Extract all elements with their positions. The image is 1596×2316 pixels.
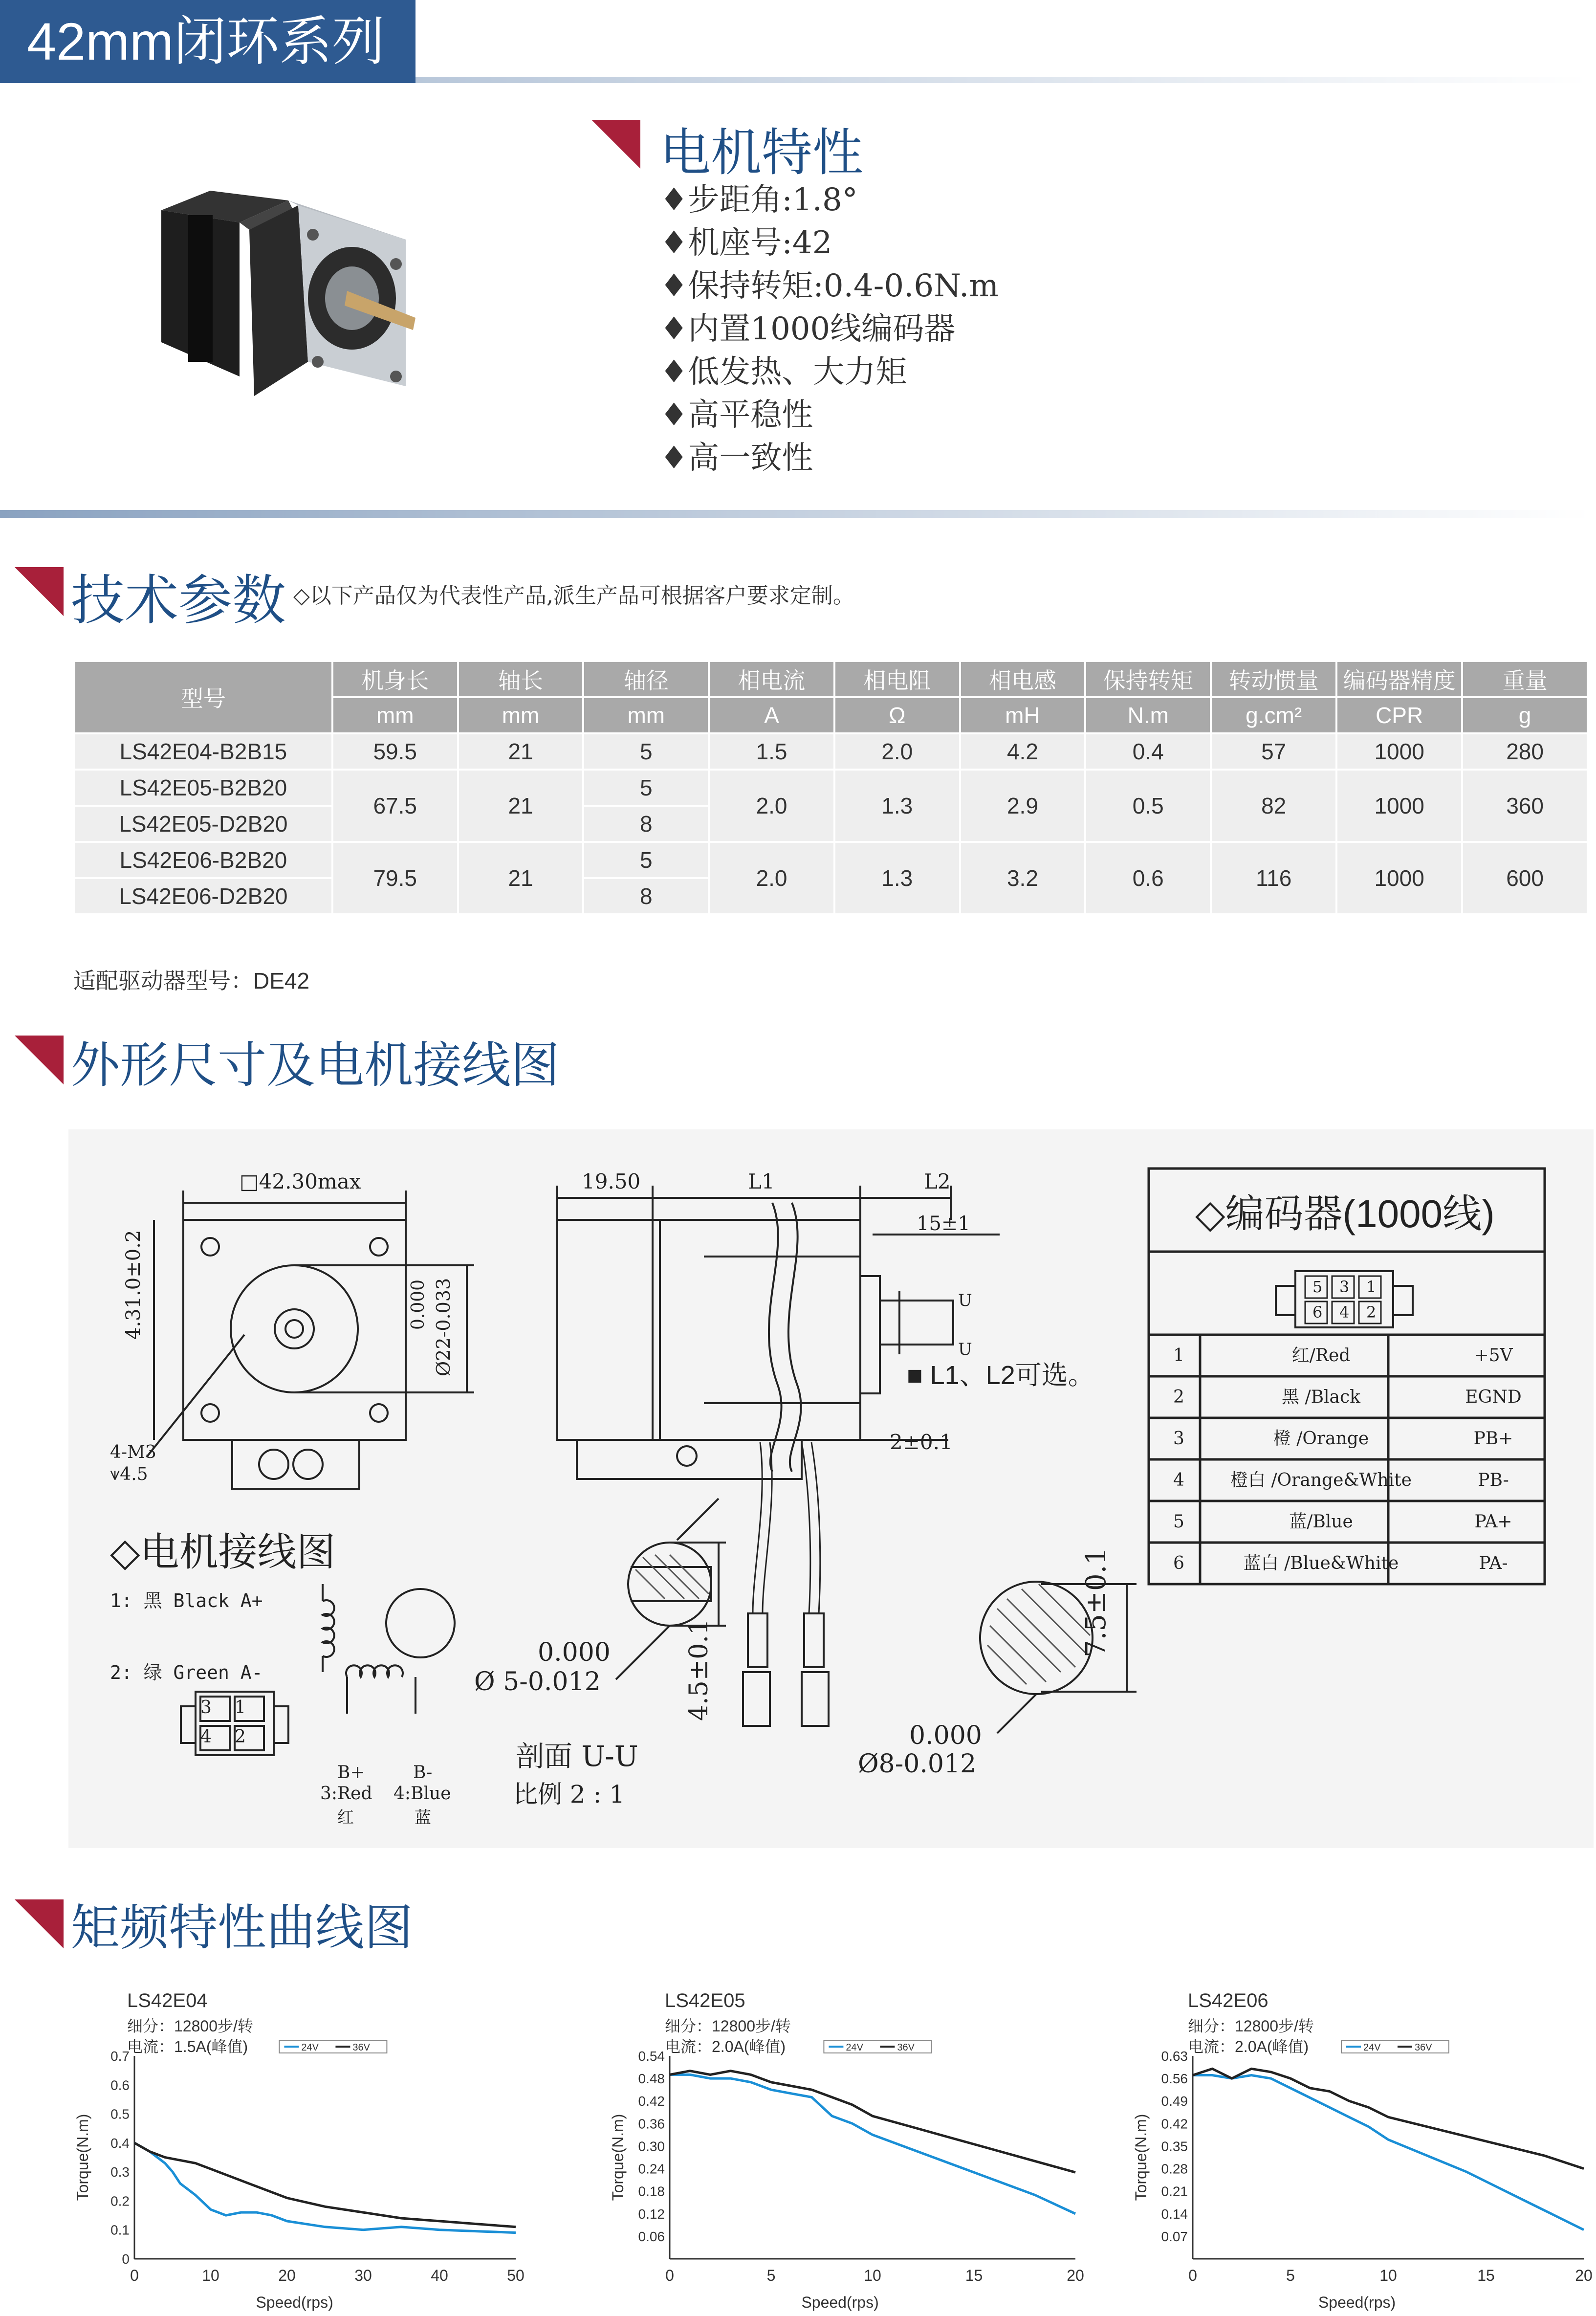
encoder-pin: 6 [1312, 1303, 1323, 1322]
gap-label: 2±0.1 [890, 1430, 953, 1454]
x-tick-label: 5 [766, 2267, 776, 2284]
cell: 8 [583, 878, 709, 914]
section-marker [15, 1899, 64, 1948]
series-line-24V [134, 2143, 516, 2233]
y-tick-label: 0.63 [1161, 2049, 1188, 2064]
section-marker [15, 567, 64, 616]
u-top-label: U [958, 1291, 972, 1310]
wire-color: 蓝/Blue [1289, 1512, 1353, 1532]
chart-subtitle: 细分：12800步/转 [665, 2017, 791, 2035]
cell: 280 [1462, 733, 1588, 770]
y-axis-label: Torque(N.m) [74, 2114, 91, 2201]
x-tick-label: 20 [278, 2267, 296, 2284]
y-tick-label: 0.48 [638, 2071, 665, 2087]
curves-heading: 矩频特性曲线图 [71, 1899, 413, 1956]
y-tick-label: 0.28 [1161, 2161, 1188, 2177]
cell: 0.4 [1085, 733, 1211, 770]
x-tick-label: 20 [1067, 2267, 1084, 2284]
unit: g.cm² [1211, 697, 1336, 733]
cell: 4.2 [960, 733, 1086, 770]
encoder-row [1149, 1543, 1545, 1584]
red-cn-label: 红 [337, 1809, 354, 1827]
unit: mm [458, 697, 584, 733]
x-tick-label: 15 [1477, 2267, 1495, 2284]
feature-item: ♦步距角:1.8° [660, 182, 858, 218]
tech-heading: 技术参数 [71, 569, 286, 632]
feature-item: ♦内置1000线编码器 [660, 311, 956, 347]
y-tick-label: 0.30 [638, 2139, 665, 2154]
front-width-label: □42.30max [240, 1169, 361, 1193]
divider [0, 510, 1589, 518]
section-tol-top: 0.000 [538, 1638, 611, 1667]
y-tick-label: 0.24 [638, 2161, 665, 2177]
x-tick-label: 40 [431, 2267, 448, 2284]
col-header: 转动惯量 [1211, 661, 1336, 697]
cell: 600 [1462, 842, 1588, 914]
y-tick-label: 0.18 [638, 2184, 665, 2199]
x-tick-label: 0 [665, 2267, 674, 2284]
series-line-36V [670, 2071, 1075, 2173]
wiring-pin: 3 [200, 1698, 212, 1718]
encoder-row [1149, 1376, 1545, 1418]
encoder-row [1149, 1335, 1545, 1376]
x-axis-label: Speed(rps) [1318, 2294, 1396, 2311]
chart-subtitle: 细分：12800步/转 [127, 2017, 253, 2035]
x-tick-label: 5 [1286, 2267, 1295, 2284]
unit: mm [583, 697, 709, 733]
y-tick-label: 0.54 [638, 2049, 665, 2064]
feature-list [660, 178, 999, 480]
feature-item: ♦高平稳性 [660, 397, 813, 433]
cell: 2.0 [834, 733, 960, 770]
cell: 3.2 [960, 842, 1086, 914]
y-tick-label: 0.35 [1161, 2139, 1188, 2154]
y-tick-label: 0 [122, 2251, 130, 2267]
table-row [74, 842, 1588, 878]
cell: 1.3 [834, 770, 960, 842]
section-title: 剖面 U-U [516, 1740, 638, 1773]
encoder-pin: 1 [1366, 1278, 1377, 1296]
chart-title: LS42E05 [665, 1990, 745, 2011]
features-heading: 电机特性 [660, 123, 864, 182]
wiring-pin: 2 [235, 1727, 246, 1747]
section2-tol: Ø8-0.012 [858, 1749, 977, 1779]
unit: g [1462, 697, 1588, 733]
wiring-pin: 4 [200, 1727, 212, 1747]
section-marker [591, 120, 640, 169]
y-tick-label: 0.2 [110, 2193, 130, 2209]
signal: PA- [1479, 1553, 1508, 1573]
cell: 21 [458, 842, 584, 914]
section2-tol-top: 0.000 [909, 1721, 982, 1750]
wire-color: 蓝白 /Blue&White [1243, 1553, 1399, 1573]
feature-item: ♦机座号:42 [660, 225, 832, 261]
series-line-24V [1193, 2075, 1584, 2230]
y-tick-label: 0.42 [638, 2094, 665, 2109]
y-tick-label: 0.3 [110, 2164, 130, 2180]
cell: 79.5 [332, 842, 458, 914]
x-tick-label: 10 [864, 2267, 881, 2284]
pin-no: 4 [1173, 1470, 1184, 1490]
wiring-line-2: 2: 绿 Green A- [110, 1662, 263, 1683]
u-bot-label: U [958, 1340, 972, 1359]
x-tick-label: 10 [202, 2267, 219, 2284]
blue-label: 4:Blue [394, 1784, 451, 1804]
wire-color: 红/Red [1291, 1345, 1351, 1366]
x-tick-label: 0 [130, 2267, 139, 2284]
driver-note: 适配驱动器型号：DE42 [73, 968, 310, 993]
y-tick-label: 0.42 [1161, 2116, 1188, 2132]
side-d3: L2 [924, 1169, 951, 1193]
series-line-36V [1193, 2069, 1584, 2168]
x-tick-label: 0 [1188, 2267, 1197, 2284]
feature-item: ♦低发热、大力矩 [660, 354, 907, 390]
encoder-row [1149, 1501, 1545, 1543]
torque-chart-ls42e05 [601, 1987, 1090, 2314]
y-tick-label: 0.36 [638, 2116, 665, 2132]
signal: PB+ [1473, 1429, 1513, 1449]
chart-subtitle: 电流：2.0A(峰值) [1188, 2038, 1309, 2055]
page-banner: 42mm闭环系列 [0, 0, 415, 83]
side-d1: 19.50 [582, 1169, 641, 1193]
chart-title: LS42E06 [1188, 1990, 1268, 2011]
cell: 0.6 [1085, 842, 1211, 914]
wiring-title: ◇电机接线图 [110, 1530, 336, 1574]
cell: 21 [458, 770, 584, 842]
wire-color: 橙白 /Orange&White [1230, 1470, 1412, 1490]
chart-subtitle: 细分：12800步/转 [1188, 2017, 1314, 2035]
wiring-line-1: 1: 黑 Black A+ [110, 1590, 263, 1611]
wire-color: 黑 /Black [1282, 1387, 1360, 1407]
y-tick-label: 0.7 [110, 2049, 130, 2064]
col-header: 轴径 [583, 661, 709, 697]
cell: 59.5 [332, 733, 458, 770]
wire-color: 橙 /Orange [1273, 1429, 1369, 1449]
y-tick-label: 0.6 [110, 2077, 130, 2093]
section-tol: Ø 5-0.012 [474, 1667, 601, 1697]
cell: 0.5 [1085, 770, 1211, 842]
legend-label: 36V [897, 2042, 915, 2053]
unit: mm [332, 697, 458, 733]
cell: 2.9 [960, 770, 1086, 842]
chart-3 [1124, 1987, 1596, 2314]
tech-note: ◇以下产品仅为代表性产品,派生产品可根据客户要求定制。 [293, 583, 854, 608]
y-tick-label: 0.49 [1161, 2094, 1188, 2109]
section-height: 4.5±0.1 [684, 1619, 714, 1721]
unit: mH [960, 697, 1086, 733]
encoder-pin: 4 [1339, 1303, 1350, 1322]
legend-label: 36V [1415, 2042, 1432, 2053]
chart-1 [64, 1987, 528, 2314]
col-header: 轴长 [458, 661, 584, 697]
encoder-title: ◇编码器(1000线) [1195, 1192, 1495, 1235]
chart-title: LS42E04 [127, 1990, 208, 2011]
signal: EGND [1465, 1387, 1522, 1407]
x-tick-label: 10 [1379, 2267, 1397, 2284]
red-label: 3:Red [320, 1784, 372, 1804]
cell: LS42E06-D2B20 [74, 878, 332, 914]
encoder-pin: 5 [1312, 1278, 1323, 1296]
y-tick-label: 0.1 [110, 2222, 130, 2238]
chart-2 [601, 1987, 1090, 2314]
col-header: 机身长 [332, 661, 458, 697]
y-tick-label: 0.56 [1161, 2071, 1188, 2087]
x-tick-label: 30 [354, 2267, 372, 2284]
torque-chart-ls42e04 [64, 1987, 528, 2314]
cell: LS42E04-B2B15 [74, 733, 332, 770]
unit: N.m [1085, 697, 1211, 733]
encoder-row [1149, 1459, 1545, 1501]
x-axis-label: Speed(rps) [801, 2294, 879, 2311]
table-row [74, 770, 1588, 806]
col-header: 编码器精度 [1336, 661, 1462, 697]
front-bolt-label: 4.31.0±0.2 [122, 1230, 145, 1340]
cell: 5 [583, 770, 709, 806]
series-line-24V [670, 2074, 1075, 2213]
col-header: 相电感 [960, 661, 1086, 697]
table-row [74, 733, 1588, 770]
cell: 1.5 [709, 733, 834, 770]
cell: LS42E05-B2B20 [74, 770, 332, 806]
dims-heading: 外形尺寸及电机接线图 [71, 1037, 560, 1094]
b-plus-label: B+ [337, 1763, 365, 1783]
b-minus-label: B- [413, 1763, 433, 1783]
legend-label: 24V [846, 2042, 863, 2053]
side-d4: 15±1 [917, 1213, 970, 1235]
cell: 360 [1462, 770, 1588, 842]
y-tick-label: 0.12 [638, 2206, 665, 2222]
cell: 2.0 [709, 842, 834, 914]
unit: Ω [834, 697, 960, 733]
cell: 57 [1211, 733, 1336, 770]
motor-photo [152, 181, 425, 416]
signal: PB- [1478, 1470, 1509, 1490]
side-d2: L1 [748, 1169, 775, 1193]
pin-no: 3 [1173, 1429, 1184, 1449]
cell: 21 [458, 733, 584, 770]
hole-label: 4-M3 [110, 1442, 156, 1462]
cell: 1000 [1336, 842, 1462, 914]
y-tick-label: 0.06 [638, 2228, 665, 2244]
y-tick-label: 0.5 [110, 2106, 130, 2122]
chart-subtitle: 电流：2.0A(峰值) [665, 2038, 786, 2055]
cell: 1000 [1336, 770, 1462, 842]
signal: +5V [1474, 1345, 1513, 1366]
signal: PA+ [1474, 1512, 1512, 1532]
col-header: 保持转矩 [1085, 661, 1211, 697]
feature-item: ♦保持转矩:0.4-0.6N.m [660, 268, 999, 304]
series-line-36V [134, 2143, 516, 2227]
encoder-row [1149, 1418, 1545, 1459]
depth-label: ⩛4.5 [110, 1464, 148, 1484]
cell: 5 [583, 842, 709, 878]
pin-no: 6 [1173, 1553, 1184, 1573]
pin-no: 5 [1173, 1512, 1184, 1532]
banner-underline [415, 77, 1589, 83]
cell: 8 [583, 806, 709, 842]
cell: 67.5 [332, 770, 458, 842]
y-tick-label: 0.4 [110, 2135, 130, 2151]
col-header: 重量 [1462, 661, 1588, 697]
front-tol-top: 0.000 [408, 1279, 428, 1330]
y-axis-label: Torque(N.m) [1132, 2114, 1150, 2201]
x-tick-label: 50 [507, 2267, 525, 2284]
cell: 116 [1211, 842, 1336, 914]
spec-table [73, 660, 1589, 915]
cell: 82 [1211, 770, 1336, 842]
section-marker [15, 1036, 64, 1084]
legend-label: 36V [352, 2042, 370, 2053]
cell: 5 [583, 733, 709, 770]
x-tick-label: 20 [1575, 2267, 1593, 2284]
section-scale: 比例 2 : 1 [513, 1780, 625, 1809]
section2-height: 7.5±0.1 [1080, 1547, 1112, 1657]
x-tick-label: 15 [965, 2267, 983, 2284]
chart-subtitle: 电流：1.5A(峰值) [127, 2038, 248, 2055]
col-header: 相电流 [709, 661, 834, 697]
torque-chart-ls42e06 [1124, 1987, 1596, 2314]
cell: 1.3 [834, 842, 960, 914]
pin-no: 1 [1173, 1345, 1184, 1366]
length-option-note: ■ L1、L2可选。 [907, 1361, 1094, 1390]
encoder-pin: 2 [1366, 1303, 1377, 1322]
y-tick-label: 0.07 [1161, 2228, 1188, 2244]
unit: A [709, 697, 834, 733]
x-axis-label: Speed(rps) [256, 2294, 333, 2311]
cell: LS42E06-B2B20 [74, 842, 332, 878]
front-tol-label: Ø22-0.033 [433, 1278, 454, 1376]
y-axis-label: Torque(N.m) [609, 2114, 627, 2201]
model-header: 型号 [74, 661, 332, 733]
cell: 2.0 [709, 770, 834, 842]
col-header: 相电阻 [834, 661, 960, 697]
y-tick-label: 0.21 [1161, 2184, 1188, 2199]
unit: CPR [1336, 697, 1462, 733]
wiring-pin: 1 [235, 1698, 246, 1718]
cell: LS42E05-D2B20 [74, 806, 332, 842]
cell: 1000 [1336, 733, 1462, 770]
feature-item: ♦高一致性 [660, 440, 813, 476]
legend-label: 24V [1363, 2042, 1381, 2053]
encoder-pin: 3 [1339, 1278, 1350, 1296]
legend-label: 24V [301, 2042, 319, 2053]
y-tick-label: 0.14 [1161, 2206, 1188, 2222]
pin-no: 2 [1173, 1387, 1184, 1407]
blue-cn-label: 蓝 [415, 1809, 431, 1827]
